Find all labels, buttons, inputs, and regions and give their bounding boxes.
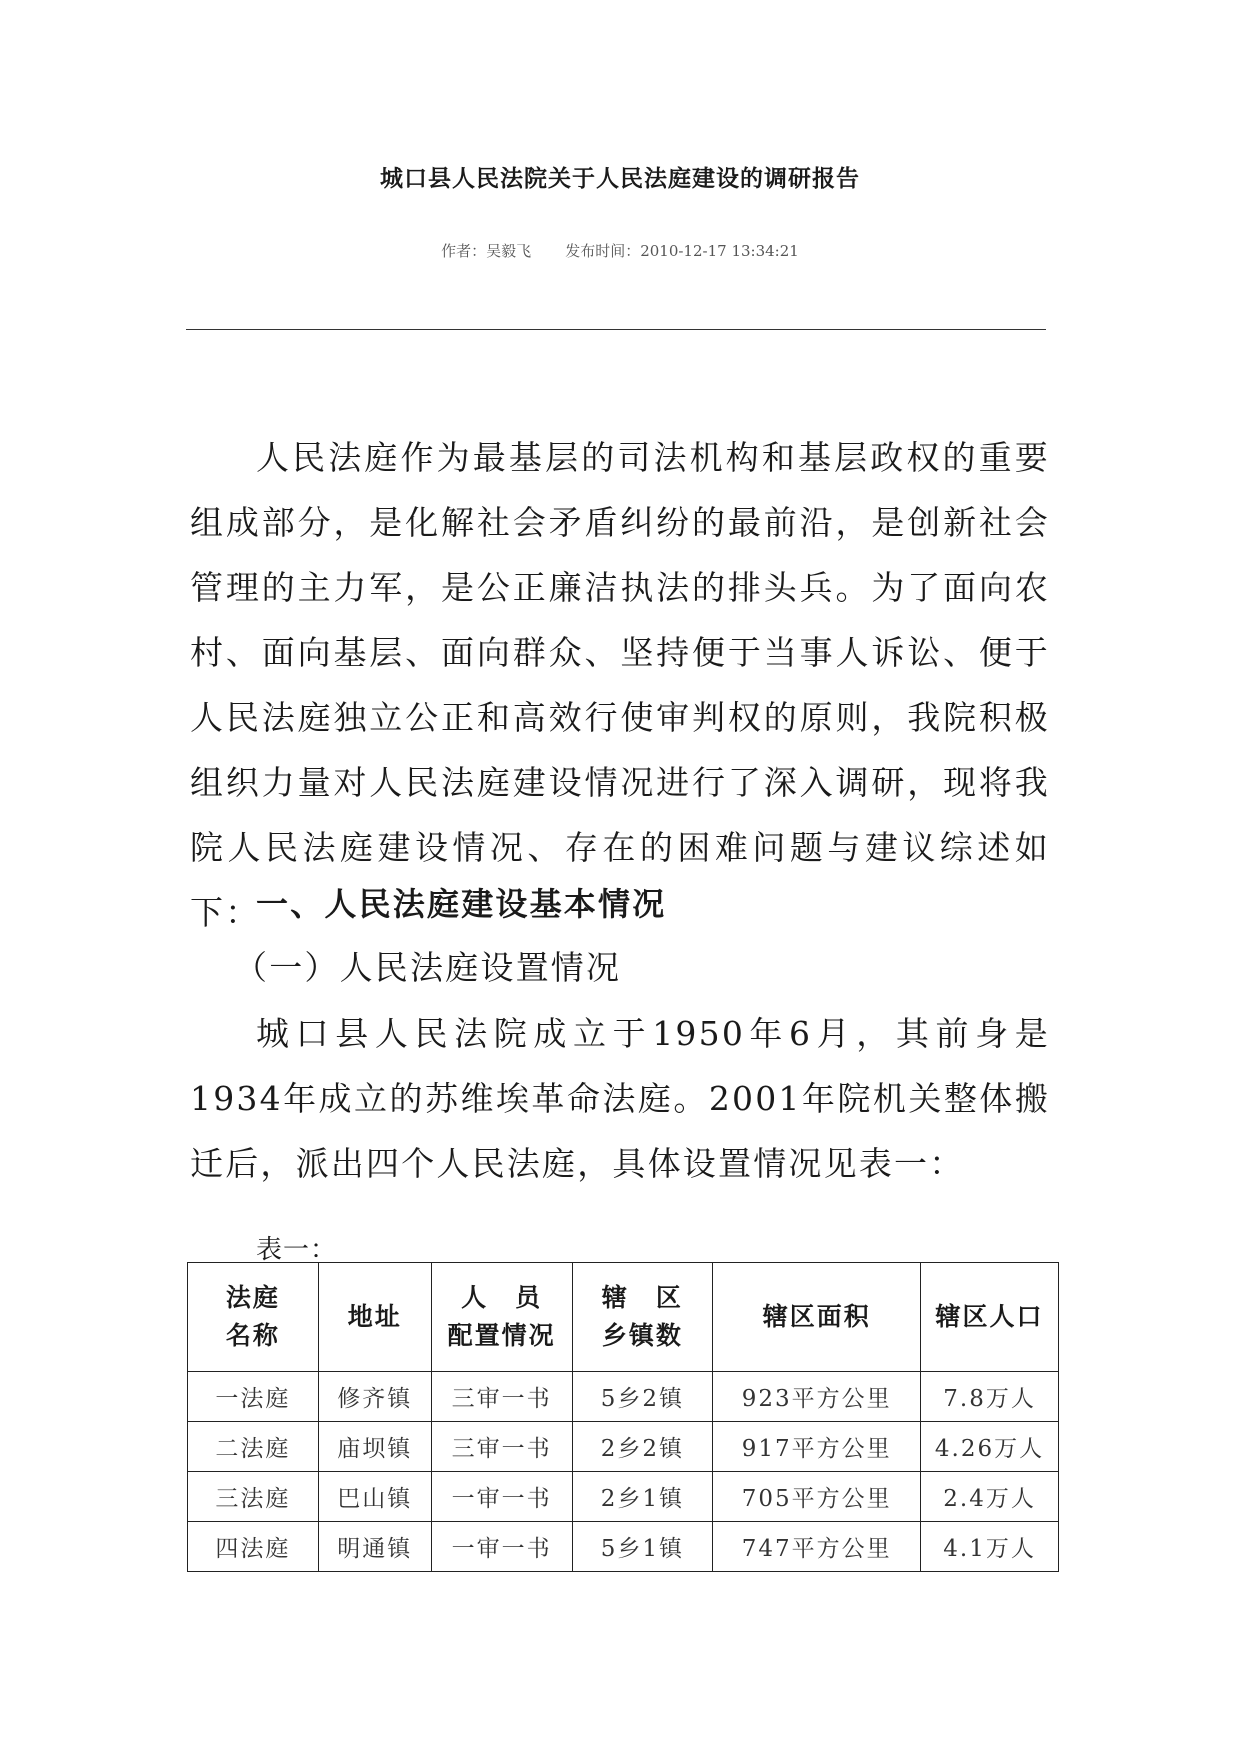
- header-court-name: 法庭 名称: [188, 1263, 319, 1372]
- header-towns: 辖 区 乡镇数: [572, 1263, 713, 1372]
- subsection-heading: （一）人民法庭设置情况: [234, 948, 622, 987]
- document-title: 城口县人民法院关于人民法庭建设的调研报告: [380, 165, 860, 192]
- section-heading: 一、人民法庭建设基本情况: [256, 885, 667, 923]
- cell-area: 747平方公里: [713, 1522, 921, 1572]
- header-staff: 人 员 配置情况: [431, 1263, 572, 1372]
- cell-towns: 2乡2镇: [572, 1422, 713, 1472]
- table-row: [188, 1422, 1059, 1472]
- cell-court-name: 二法庭: [188, 1422, 319, 1472]
- header-population: 辖区人口: [921, 1263, 1059, 1372]
- cell-staff: 一审一书: [431, 1472, 572, 1522]
- table-header-row: [188, 1263, 1059, 1372]
- history-paragraph: 城口县人民法院成立于1950年6月，其前身是1934年成立的苏维埃革命法庭。2001年院机关整体搬迁后，派出四个人民法庭，具体设置情况见表一：: [190, 1014, 1050, 1183]
- court-table: [187, 1262, 1059, 1572]
- cell-area: 917平方公里: [713, 1422, 921, 1472]
- intro-paragraph: 人民法庭作为最基层的司法机构和基层政权的重要组成部分，是化解社会矛盾纠纷的最前沿，是创新社会管理的主力军，是公正廉洁执法的排头兵。为了面向农村、面向基层、面向群众、坚持便于当事人诉讼、便于人民法庭独立公正和高效行使审判权的原则，我院积极组织力量对人民法庭建设情况进行了深入调研，现将我院人民法庭建设情况、存在的困难问题与建议综述如下：: [190, 438, 1050, 932]
- cell-staff: 三审一书: [431, 1372, 572, 1422]
- table-row: [188, 1472, 1059, 1522]
- publish-date-label: 发布时间：2010-12-17 13:34:21: [565, 242, 799, 260]
- header-address: 地址: [318, 1263, 431, 1372]
- cell-address: 修齐镇: [318, 1372, 431, 1422]
- cell-area: 923平方公里: [713, 1372, 921, 1422]
- cell-population: 4.1万人: [921, 1522, 1059, 1572]
- cell-towns: 2乡1镇: [572, 1472, 713, 1522]
- cell-address: 巴山镇: [318, 1472, 431, 1522]
- cell-address: 庙坝镇: [318, 1422, 431, 1472]
- cell-population: 2.4万人: [921, 1472, 1059, 1522]
- cell-address: 明通镇: [318, 1522, 431, 1572]
- cell-towns: 5乡1镇: [572, 1522, 713, 1572]
- table-row: [188, 1372, 1059, 1422]
- cell-population: 7.8万人: [921, 1372, 1059, 1422]
- table-row: [188, 1522, 1059, 1572]
- header-area: 辖区面积: [713, 1263, 921, 1372]
- author-label: 作者：吴毅飞: [441, 242, 532, 260]
- cell-staff: 三审一书: [431, 1422, 572, 1472]
- cell-court-name: 三法庭: [188, 1472, 319, 1522]
- cell-court-name: 一法庭: [188, 1372, 319, 1422]
- cell-area: 705平方公里: [713, 1472, 921, 1522]
- cell-towns: 5乡2镇: [572, 1372, 713, 1422]
- cell-population: 4.26万人: [921, 1422, 1059, 1472]
- title-divider: [186, 329, 1046, 330]
- table-caption: 表一：: [256, 1235, 338, 1265]
- document-meta: [0, 240, 1240, 261]
- cell-court-name: 四法庭: [188, 1522, 319, 1572]
- cell-staff: 一审一书: [431, 1522, 572, 1572]
